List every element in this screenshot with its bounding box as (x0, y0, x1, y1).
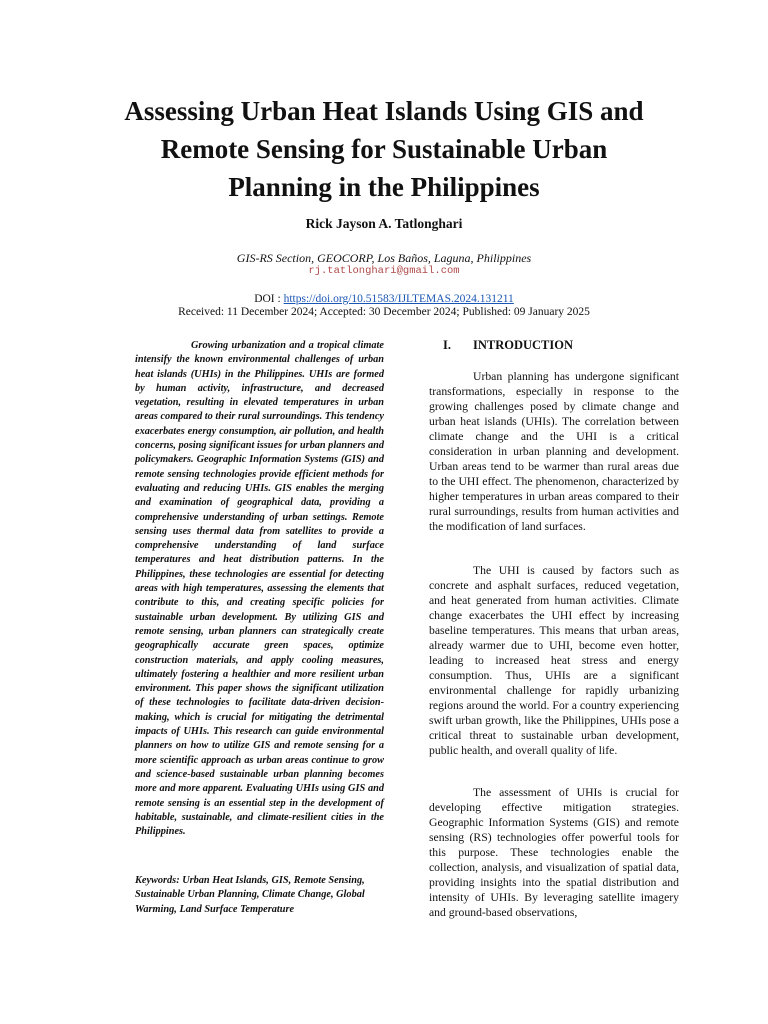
intro-paragraph: The UHI is caused by factors such as concrete and asphalt surfaces, reduced vegetation, and heat generated from human activities. Climate change exacerbates the UHI effect by increasing baseline temperatures. This means that urban areas, already warmer due to UHI, become even hotter, leading to increased heat stress and energy consumption. Thus, UHIs are a significant environmental challenge for rapidly urbanizing regions around the world. For a country experiencing swift urban growth, like the Philippines, UHIs pose a critical threat to sustainable urban development, public health, and overall quality of life. (429, 564, 679, 757)
intro-paragraph: Urban planning has undergone significant transformations, especially in response to the growing challenges posed by climate change and urban heat islands (UHIs). The correlation between climate change and the UHI is a critical consideration in urban planning and development. Urban areas tend to be warmer than rural areas due to the UHI effect. The phenomenon, characterized by higher temperatures in urban areas compared to their rural surroundings, results from human activities and the modification of land surfaces. (429, 370, 679, 533)
doi-label: DOI : (254, 293, 284, 305)
paper-title: Assessing Urban Heat Islands Using GIS and Remote Sensing for Sustainable Urban Planning in the Philippines (124, 96, 644, 202)
section-heading (443, 338, 573, 353)
section-title: INTRODUCTION (473, 338, 574, 352)
doi-line (184, 293, 584, 305)
abstract-text: Growing urbanization and a tropical climate intensify the known environmental challenges of urban heat islands (UHIs) in the Philippines. UHIs are formed by human activity, infrastructure, and decreased vegetation, resulting in elevated temperatures in urban areas compared to their rural surroundings. This tendency exacerbates energy consumption, air pollution, and health concerns, posing significant issues for urban planners and policymakers. Geographic Information Systems (GIS) and remote sensing technologies provide efficient methods for evaluating and reducing UHIs. GIS enables the merging and examination of geographical data, providing a comprehensive understanding of urban settings. Remote sensing uses thermal data from satellites to provide a comprehensive understanding of land surface temperatures and heat distribution patterns. In the Philippines, these technologies are essential for detecting areas with high temperatures, assessing the elements that contribute to this, and creating specific policies for sustainable urban development. By utilizing GIS and remote sensing, urban planners can strategically create geographically accurate green spaces, optimize construction materials, and apply cooling measures, ultimately fostering a healthier and more resilient urban environment. This paper shows the significant utilization of these technologies to facilitate data-driven decision-making, which is crucial for mitigating the detrimental impacts of UHIs. This research can guide environmental planners on how to utilize GIS and remote sensing for a more scientific approach as urban areas continue to grow and science-based sustainable urban planning becomes more and more apparent. Evaluating UHIs using GIS and remote sensing is an essential step in the development of habitable, sustainable, and climate-resilient cities in the Philippines. (135, 340, 384, 838)
section-number: I. (443, 338, 451, 352)
author-name: Rick Jayson A. Tatlonghari (305, 216, 463, 231)
author-affiliation: GIS-RS Section, GEOCORP, Los Baños, Laguna, Philippines (236, 251, 532, 265)
intro-paragraph: The assessment of UHIs is crucial for developing effective mitigation strategies. Geographic Information Systems (GIS) and remote sensing (RS) technologies offer powerful tools for this purpose. These technologies enable the collection, analysis, and visualization of spatial data, providing insights into the spatial distribution and intensity of UHIs. By leveraging satellite imagery and ground-based observations, (429, 786, 679, 919)
author-email[interactable]: rj.tatlonghari@gmail.com (308, 265, 460, 277)
doi-link[interactable]: https://doi.org/10.51583/IJLTEMAS.2024.131211 (283, 293, 514, 305)
publication-dates: Received: 11 December 2024; Accepted: 30 December 2024; Published: 09 January 2025 (178, 306, 590, 318)
keywords: Keywords: Urban Heat Islands, GIS, Remote Sensing, Sustainable Urban Planning, Climate Change, Global Warming, Land Surface Temperature (135, 875, 365, 915)
